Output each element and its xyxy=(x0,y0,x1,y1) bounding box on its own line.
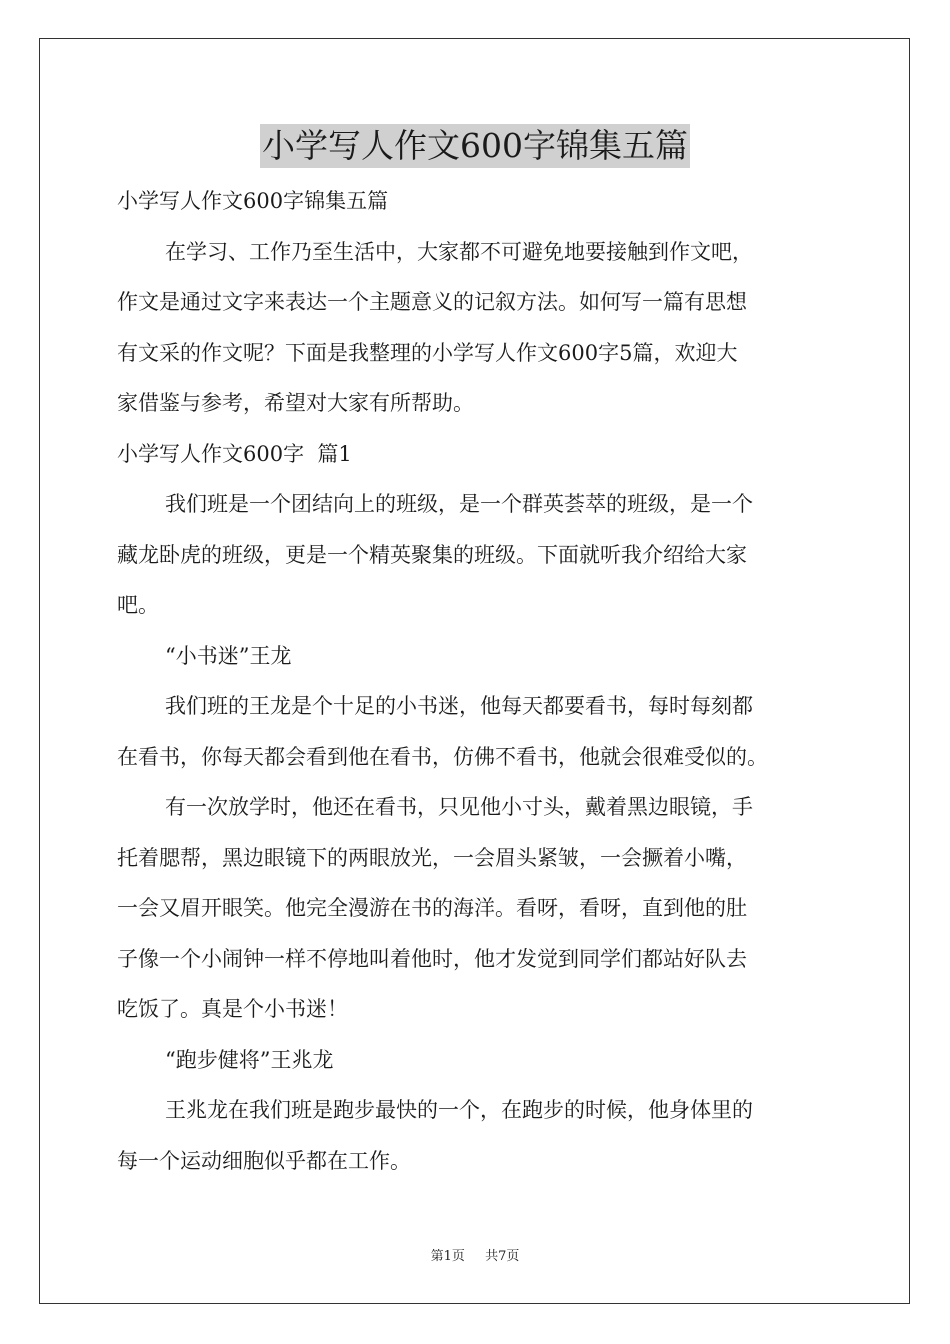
paragraph-line: 托着腮帮，黑边眼镜下的两眼放光，一会眉头紧皱，一会撅着小嘴， xyxy=(117,845,747,870)
intro-line: 在学习、工作乃至生活中，大家都不可避免地要接触到作文吧， xyxy=(165,239,753,264)
paragraph-line: 有一次放学时，他还在看书，只见他小寸头，戴着黑边眼镜，手 xyxy=(165,795,753,819)
paragraph-line: 一会又眉开眼笑。他完全漫游在书的海洋。看呀，看呀，直到他的肚 xyxy=(117,896,747,920)
section-heading: 小学写人作文600字 篇1 xyxy=(117,441,352,466)
paragraph-line: 在看书，你每天都会看到他在看书，仿佛不看书，他就会很难受似的。 xyxy=(117,744,768,769)
paragraph-line: 我们班是一个团结向上的班级，是一个群英荟萃的班级，是一个 xyxy=(165,492,753,516)
paragraph-line: 吃饭了。真是个小书迷！ xyxy=(117,997,348,1021)
paragraph-line: 吧。 xyxy=(117,593,159,617)
title-block xyxy=(0,124,950,168)
intro-line: 作文是通过文字来表达一个主题意义的记叙方法。如何写一篇有思想 xyxy=(117,290,747,314)
subtitle: 小学写人作文600字锦集五篇 xyxy=(117,189,389,213)
page-footer xyxy=(0,1248,950,1266)
intro-line: 有文采的作文呢？下面是我整理的小学写人作文600字5篇，欢迎大 xyxy=(117,340,738,365)
paragraph-line: 王兆龙在我们班是跑步最快的一个，在跑步的时候，他身体里的 xyxy=(165,1098,753,1122)
page-number: 第1页 xyxy=(430,1249,465,1264)
sub-heading-bookworm: “小书迷”王龙 xyxy=(165,643,292,668)
document-title: 小学写人作文600字锦集五篇 xyxy=(260,124,690,168)
paragraph-line: 我们班的王龙是个十足的小书迷，他每天都要看书，每时每刻都 xyxy=(165,694,753,718)
paragraph-line: 每一个运动细胞似乎都在工作。 xyxy=(117,1148,411,1173)
paragraph-line: 子像一个小闹钟一样不停地叫着他时，他才发觉到同学们都站好队去 xyxy=(117,946,747,971)
paragraph-line: 藏龙卧虎的班级，更是一个精英聚集的班级。下面就听我介绍给大家 xyxy=(117,542,747,567)
intro-line: 家借鉴与参考，希望对大家有所帮助。 xyxy=(117,391,474,415)
document-body xyxy=(117,176,837,1186)
sub-heading-runner: “跑步健将”王兆龙 xyxy=(165,1047,334,1072)
page-total: 共7页 xyxy=(485,1249,520,1264)
